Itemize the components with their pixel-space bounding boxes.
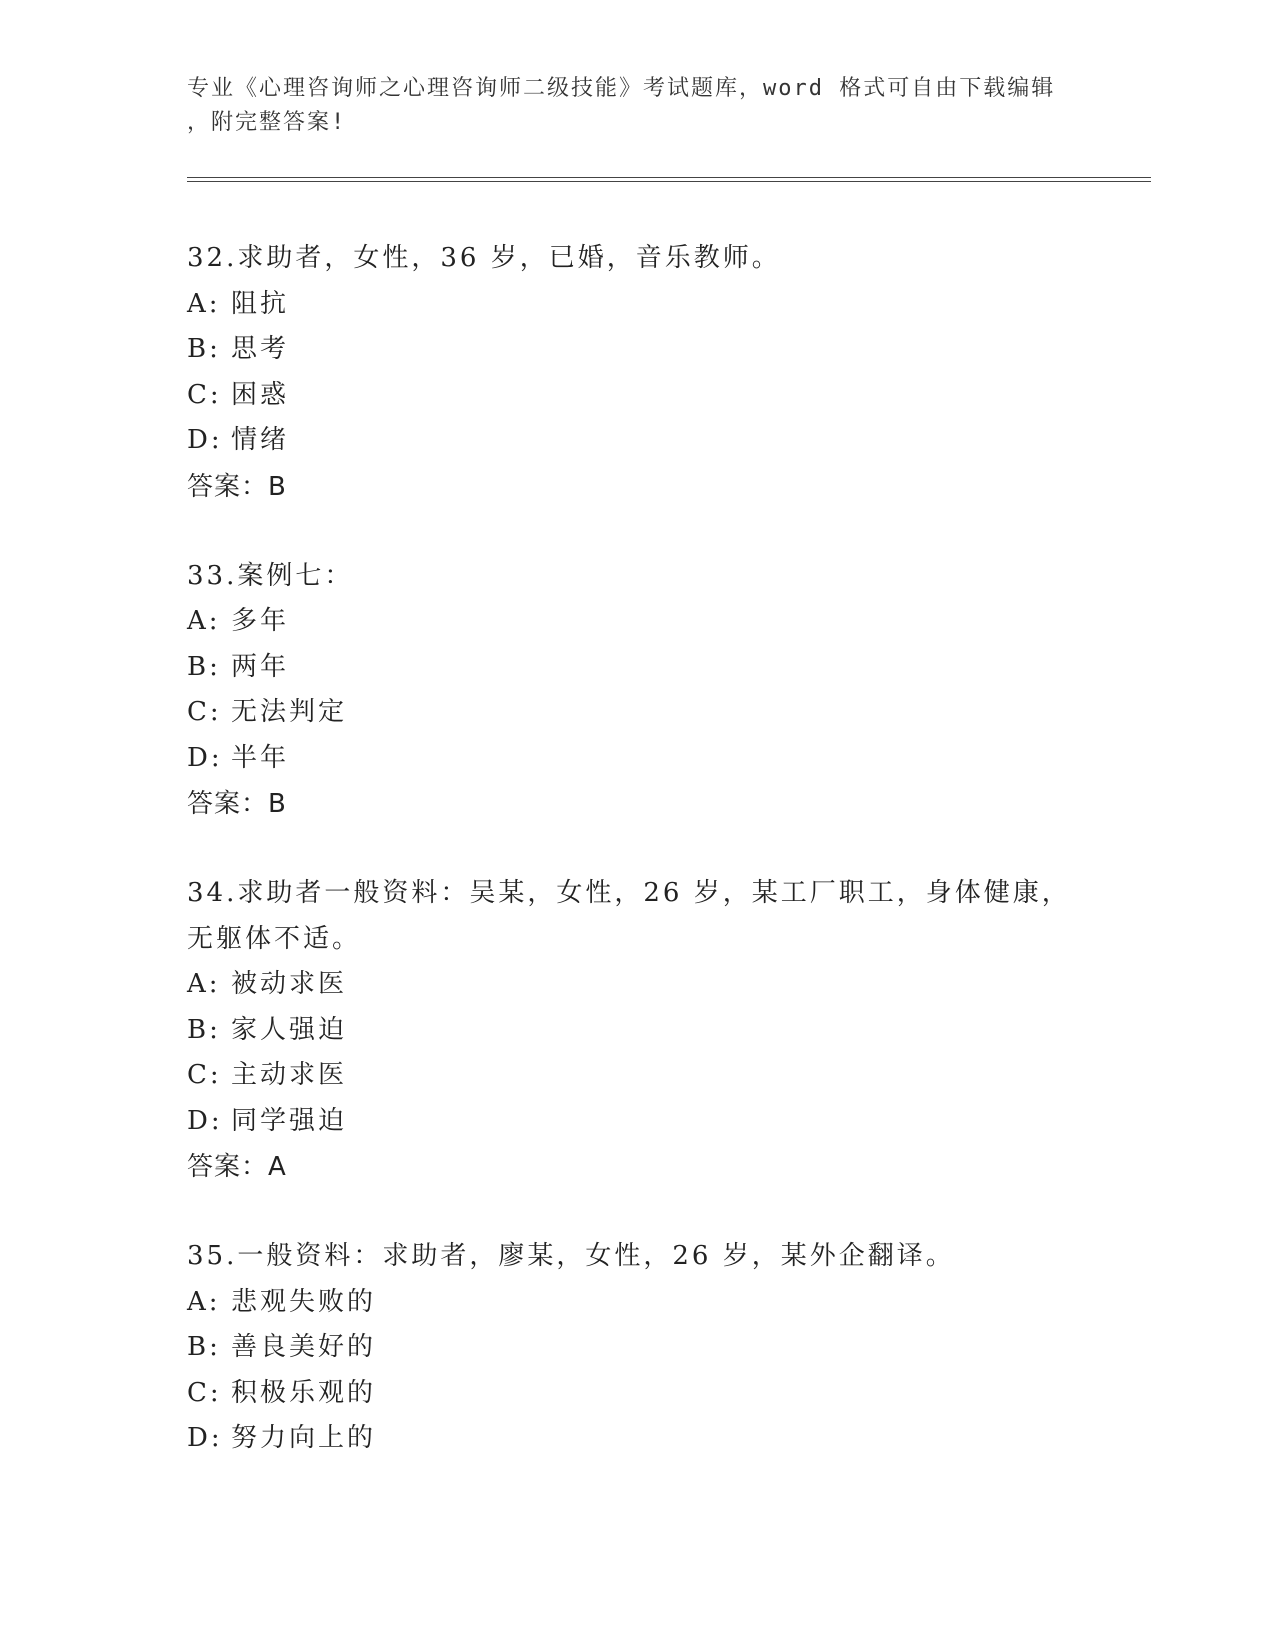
option-d — [187, 736, 1087, 782]
option-text: 半年 — [231, 742, 290, 773]
option-letter: B: — [187, 1332, 221, 1362]
document-header — [187, 72, 1077, 140]
header-line-2: ，附完整答案! — [187, 110, 347, 135]
option-c — [187, 690, 1087, 736]
option-letter: A: — [187, 1286, 221, 1317]
option-text: 同学强迫 — [231, 1105, 348, 1136]
option-text: 无法判定 — [231, 697, 348, 727]
option-c — [187, 1371, 1087, 1417]
question-stem: 32.求助者，女性，36 岁，已婚，音乐教师。 — [187, 243, 781, 273]
option-text: 阻抗 — [231, 288, 290, 319]
option-a — [187, 599, 1087, 645]
option-letter: C: — [187, 1060, 222, 1090]
option-text: 家人强迫 — [231, 1014, 348, 1045]
option-text: 主动求医 — [231, 1060, 348, 1090]
option-d — [187, 418, 1087, 464]
option-d — [187, 1099, 1087, 1145]
option-text: 思考 — [231, 334, 290, 364]
option-text: 多年 — [231, 606, 290, 636]
header-line-1: 专业《心理咨询师之心理咨询师二级技能》考试题库，word 格式可自由下载编辑 — [187, 76, 1056, 101]
option-text: 困惑 — [231, 379, 290, 410]
option-c — [187, 373, 1087, 419]
question-stem: 34.求助者一般资料：吴某，女性，26 岁，某工厂职工，身体健康，无躯体不适。 — [187, 878, 1071, 954]
option-text: 被动求医 — [231, 969, 348, 999]
option-letter: C: — [187, 1377, 222, 1408]
option-text: 两年 — [231, 651, 290, 682]
header-divider-top — [187, 177, 1151, 178]
question-32 — [187, 236, 1087, 510]
question-stem: 35.一般资料：求助者，廖某，女性，26 岁，某外企翻译。 — [187, 1241, 955, 1271]
option-letter: D: — [187, 1105, 223, 1136]
option-c — [187, 1053, 1087, 1099]
option-letter: B: — [187, 334, 221, 364]
option-b — [187, 1325, 1087, 1371]
option-a — [187, 1280, 1087, 1326]
question-33 — [187, 554, 1087, 828]
option-a — [187, 282, 1087, 328]
option-letter: A: — [187, 288, 221, 319]
header-divider-bottom — [187, 181, 1151, 182]
option-text: 努力向上的 — [231, 1423, 377, 1453]
option-b — [187, 645, 1087, 691]
option-letter: A: — [187, 606, 221, 636]
option-d — [187, 1416, 1087, 1462]
option-b — [187, 1008, 1087, 1054]
question-list — [187, 236, 1087, 1506]
option-letter: B: — [187, 651, 221, 682]
question-35 — [187, 1234, 1087, 1462]
answer-line: 答案：A — [187, 1152, 287, 1182]
option-text: 悲观失败的 — [231, 1286, 377, 1317]
option-letter: D: — [187, 1423, 223, 1453]
option-letter: B: — [187, 1014, 221, 1045]
option-letter: A: — [187, 969, 221, 999]
answer-line: 答案：B — [187, 471, 287, 502]
option-letter: C: — [187, 379, 222, 410]
option-text: 情绪 — [231, 425, 290, 455]
option-text: 善良美好的 — [231, 1332, 377, 1362]
question-stem: 33.案例七： — [187, 560, 354, 591]
answer-line: 答案：B — [187, 789, 287, 819]
option-letter: D: — [187, 742, 223, 773]
option-text: 积极乐观的 — [231, 1377, 377, 1408]
option-letter: D: — [187, 425, 223, 455]
question-34 — [187, 871, 1087, 1190]
option-b — [187, 327, 1087, 373]
option-letter: C: — [187, 697, 222, 727]
option-a — [187, 962, 1087, 1008]
